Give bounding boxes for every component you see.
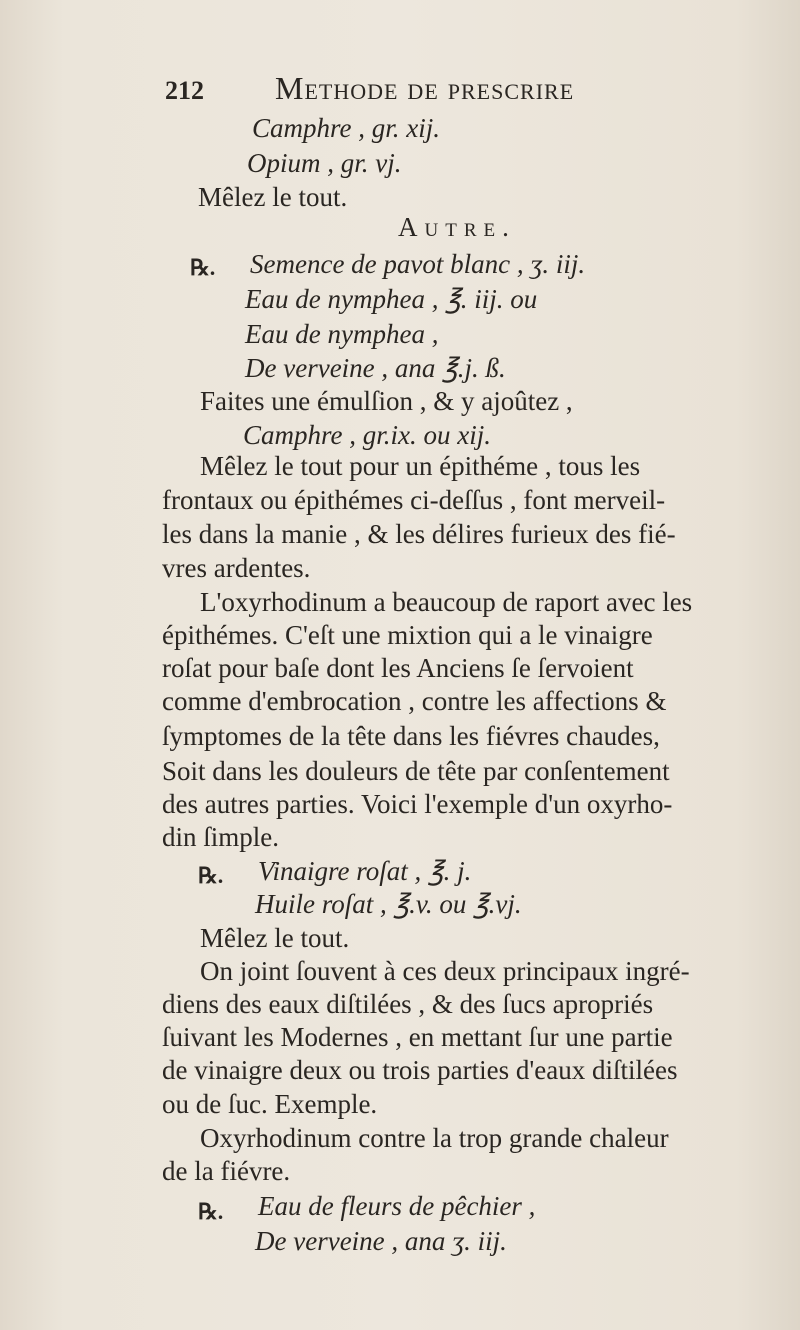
- text-line: Camphre , gr.ix. ou xij.: [243, 420, 491, 450]
- page-header: [165, 68, 660, 112]
- text-line: De verveine , ana ʒ. iij.: [255, 1226, 507, 1256]
- text-line: De verveine , ana ℥.j. ß.: [245, 353, 506, 383]
- text-line: ou de ſuc. Exemple.: [162, 1089, 378, 1119]
- text-line: Faites une émulſion , & y ajoûtez ,: [200, 386, 573, 416]
- text-line: Vinaigre roſat , ℥. j.: [258, 856, 472, 886]
- recipe-symbol: ℞.: [198, 1199, 224, 1224]
- text-line: Semence de pavot blanc , ʒ. iij.: [250, 249, 586, 279]
- text-line: diens des eaux diſtilées , & des ſucs apropriés: [162, 989, 654, 1019]
- text-line: vres ardentes.: [162, 553, 311, 583]
- text-line: ſymptomes de la tête dans les fiévres chaudes,: [162, 721, 660, 751]
- text-line: les dans la manie , & les délires furieux des fié-: [162, 519, 676, 549]
- running-head: Methode de prescrire: [275, 70, 575, 106]
- text-line: On joint ſouvent à ces deux principaux ingré-: [200, 956, 690, 986]
- text-line: ſuivant les Modernes , en mettant ſur une partie: [162, 1022, 673, 1052]
- text-line: din ſimple.: [162, 822, 279, 852]
- text-line: Opium , gr. vj.: [247, 148, 402, 178]
- text-line: Eau de nymphea ,: [245, 319, 439, 349]
- text-line: des autres parties. Voici l'exemple d'un oxyrho-: [162, 789, 673, 819]
- text-line: de la fiévre.: [162, 1156, 291, 1186]
- text-line: de vinaigre deux ou trois parties d'eaux diſtilées: [162, 1055, 678, 1085]
- text-line: Mêlez le tout pour un épithéme , tous les: [200, 451, 641, 481]
- text-line: Soit dans les douleurs de tête par conſentement: [162, 756, 670, 786]
- recipe-symbol: ℞.: [198, 863, 224, 888]
- text-line: Oxyrhodinum contre la trop grande chaleur: [200, 1123, 669, 1153]
- text-line: roſat pour baſe dont les Anciens ſe ſervoient: [162, 653, 634, 683]
- sub-heading: Autre.: [398, 212, 516, 242]
- text-line: Mêlez le tout.: [200, 923, 350, 953]
- text-line: Huile roſat , ℥.v. ou ℥.vj.: [255, 889, 522, 919]
- recipe-symbol: ℞.: [190, 255, 216, 280]
- text-line: Eau de fleurs de pêchier ,: [258, 1191, 536, 1221]
- text-line: frontaux ou épithémes ci-deſſus , font merveil-: [162, 485, 666, 515]
- text-line: Camphre , gr. xij.: [252, 113, 440, 143]
- page-number: 212: [165, 76, 204, 105]
- text-line: Mêlez le tout.: [198, 182, 348, 212]
- text-line: L'oxyrhodinum a beaucoup de raport avec les: [200, 587, 693, 617]
- text-line: comme d'embrocation , contre les affections &: [162, 686, 667, 716]
- text-line: Eau de nymphea , ℥. iij. ou: [245, 284, 538, 314]
- text-line: épithémes. C'eſt une mixtion qui a le vinaigre: [162, 620, 653, 650]
